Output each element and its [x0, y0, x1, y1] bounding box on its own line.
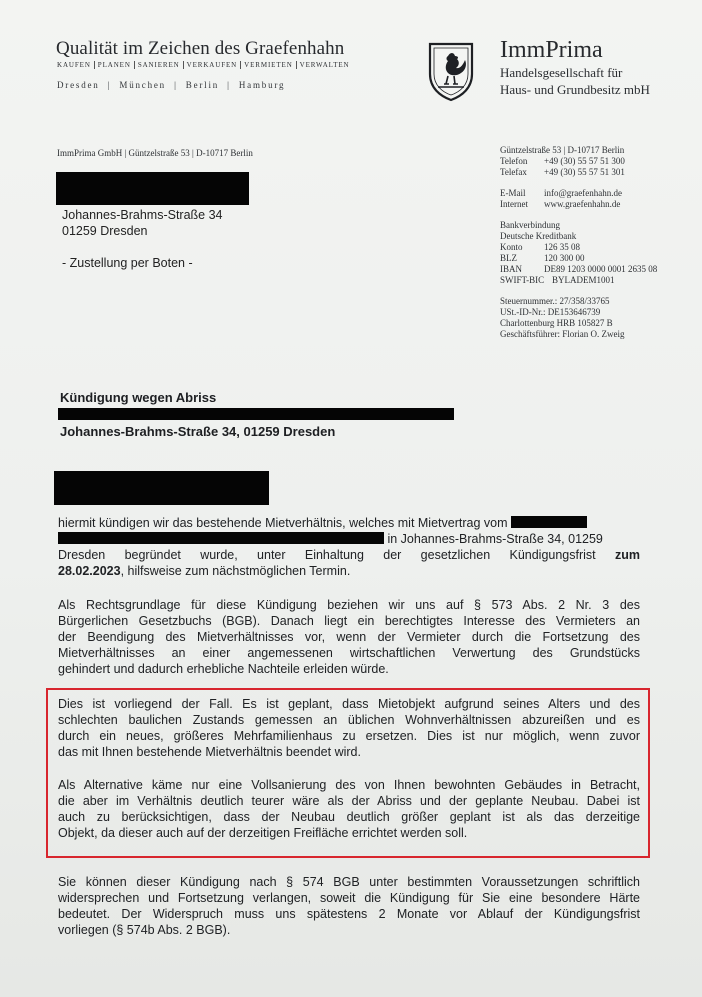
commercial-register: Charlottenburg HRB 105827 B	[500, 318, 613, 328]
p1-line-3-bold: zum	[615, 548, 640, 562]
letter-subject: Kündigung wegen Abriss	[60, 390, 217, 405]
email-value: info@graefenhahn.de	[544, 188, 623, 198]
services-list	[57, 61, 350, 69]
company-subtitle-2: Haus- und Grundbesitz mbH	[500, 82, 650, 97]
company-name: ImmPrima	[500, 37, 603, 63]
swift-label: SWIFT-BIC	[500, 275, 545, 285]
email-label: E-Mail	[500, 188, 526, 198]
p1-line-1: hiermit kündigen wir das bestehende Mietverhältnis, welches mit Mietvertrag vom	[58, 516, 508, 530]
service-item: VERKAUFEN	[183, 61, 238, 69]
delivery-note: - Zustellung per Boten -	[62, 256, 193, 270]
service-item: VERMIETEN	[240, 61, 293, 69]
p5-line: vorliegen (§ 574b Abs. 2 BGB).	[58, 923, 231, 937]
p2-line: Bürgerlichen Gesetzbuchs (BGB). Danach liegt ein berechtigtes Interesse des Vermieters an	[58, 614, 640, 628]
blz-label: BLZ	[500, 253, 517, 263]
sender-line: ImmPrima GmbH | Güntzelstraße 53 | D-10717 Berlin	[57, 148, 253, 158]
service-item: KAUFEN	[57, 61, 91, 69]
contact-address: Güntzelstraße 53 | D-10717 Berlin	[500, 145, 625, 155]
p2-line: der Beendigung des Mietverhältnisses vor, wenn der Vermieter durch die Fortsetzung des	[58, 630, 640, 644]
p4-line: Objekt, da dieser auch auf der derzeitigen Freifläche errichtet werden soll.	[58, 826, 468, 840]
p5-line: Sie können dieser Kündigung nach § 574 BGB unter bestimmten Voraussetzungen schriftlich	[58, 875, 640, 889]
cities-line: Dresden | München | Berlin | Hamburg	[57, 80, 286, 90]
recipient-city: 01259 Dresden	[62, 224, 148, 238]
property-reference: Johannes-Brahms-Straße 34, 01259 Dresden	[60, 424, 336, 439]
p3-line: das mit Ihnen bestehende Mietverhältnis beendet wird.	[58, 745, 361, 759]
service-item: SANIEREN	[134, 61, 180, 69]
konto-value: 126 35 08	[544, 242, 580, 252]
p1-line-4: , hilfsweise zum nächstmöglichen Termin.	[120, 564, 351, 578]
service-item: PLANEN	[94, 61, 131, 69]
konto-label: Konto	[500, 242, 523, 252]
p2-line: Als Rechtsgrundlage für diese Kündigung beziehen wir uns auf § 573 Abs. 2 Nr. 3 des	[58, 598, 640, 612]
p3-line: schlechten baulichen Zustands gemessen an üblichen Wohnverhältnissen abzureißen und es	[58, 713, 640, 727]
swift-value: BYLADEM1001	[552, 275, 615, 285]
p4-line: Als Alternative käme nur eine Vollsanierung des von Ihnen bewohnten Gebäudes in Betracht,	[58, 778, 640, 792]
redacted-tenant-info	[58, 532, 384, 544]
redacted-contract-date	[511, 516, 587, 528]
recipient-street: Johannes-Brahms-Straße 34	[62, 208, 223, 222]
service-item: VERWALTEN	[296, 61, 350, 69]
blz-value: 120 300 00	[544, 253, 585, 263]
rooster-shield-icon	[426, 40, 476, 102]
p5-line: widersprechen und Fortsetzung verlangen, soweit die Kündigung für Sie eine besondere Härte	[58, 891, 640, 905]
company-subtitle-1: Handelsgesellschaft für	[500, 65, 623, 80]
paragraph-termination	[58, 515, 640, 579]
redacted-contract-info	[58, 408, 454, 420]
fax-label: Telefax	[500, 167, 527, 177]
p2-line: Mietverhältnisses an einer angemessenen wirtschaftlichen Verwertung des Grundstücks	[58, 646, 640, 660]
iban-value: DE89 1203 0000 0001 2635 08	[544, 264, 658, 274]
paragraph-legal-basis	[58, 597, 640, 677]
redacted-salutation	[54, 471, 269, 505]
p3-line: durch ein neues, größeres Mehrfamilienhaus zu ersetzen. Dies ist nur möglich, wenn zuvor	[58, 729, 640, 743]
phone-value: +49 (30) 55 57 51 300	[544, 156, 625, 166]
company-slogan: Qualität im Zeichen des Graefenhahn	[56, 38, 345, 59]
vat-id: USt.-ID-Nr.: DE153646739	[500, 307, 601, 317]
p3-line: Dies ist vorliegend der Fall. Es ist geplant, dass Mietobjekt aufgrund seines Alters und des	[58, 697, 640, 711]
paragraph-objection	[58, 874, 640, 938]
paragraph-alternative	[58, 777, 640, 841]
p1-line-2: in Johannes-Brahms-Straße 34, 01259	[387, 532, 603, 546]
internet-label: Internet	[500, 199, 528, 209]
p5-line: bedeutet. Der Widerspruch muss uns spätestens 2 Monate vor Ablauf der Kündigungsfrist	[58, 907, 640, 921]
managing-director: Geschäftsführer: Florian O. Zweig	[500, 329, 625, 339]
p4-line: die aber im Verhältnis deutlich teurer wäre als der Abriss und der geplante Neubau. Dabei ist	[58, 794, 640, 808]
iban-label: IBAN	[500, 264, 522, 274]
termination-date: 28.02.2023	[58, 564, 121, 578]
contact-block	[500, 145, 657, 340]
bank-name: Deutsche Kreditbank	[500, 231, 577, 241]
fax-value: +49 (30) 55 57 51 301	[544, 167, 625, 177]
phone-label: Telefon	[500, 156, 528, 166]
redacted-recipient-name	[56, 172, 249, 205]
p4-line: auch zu berücksichtigen, dass der Neubau deutlich größer geplant ist als das derzeitige	[58, 810, 640, 824]
internet-value: www.graefenhahn.de	[544, 199, 621, 209]
tax-number: Steuernummer.: 27/358/33765	[500, 296, 610, 306]
bank-heading: Bankverbindung	[500, 220, 560, 230]
p1-line-3: Dresden begründet wurde, unter Einhaltung der gesetzlichen Kündigungsfrist	[58, 548, 596, 562]
p2-line: gehindert und dadurch erhebliche Nachteile erleiden würde.	[58, 662, 389, 676]
paragraph-demolition-plan	[58, 696, 640, 760]
